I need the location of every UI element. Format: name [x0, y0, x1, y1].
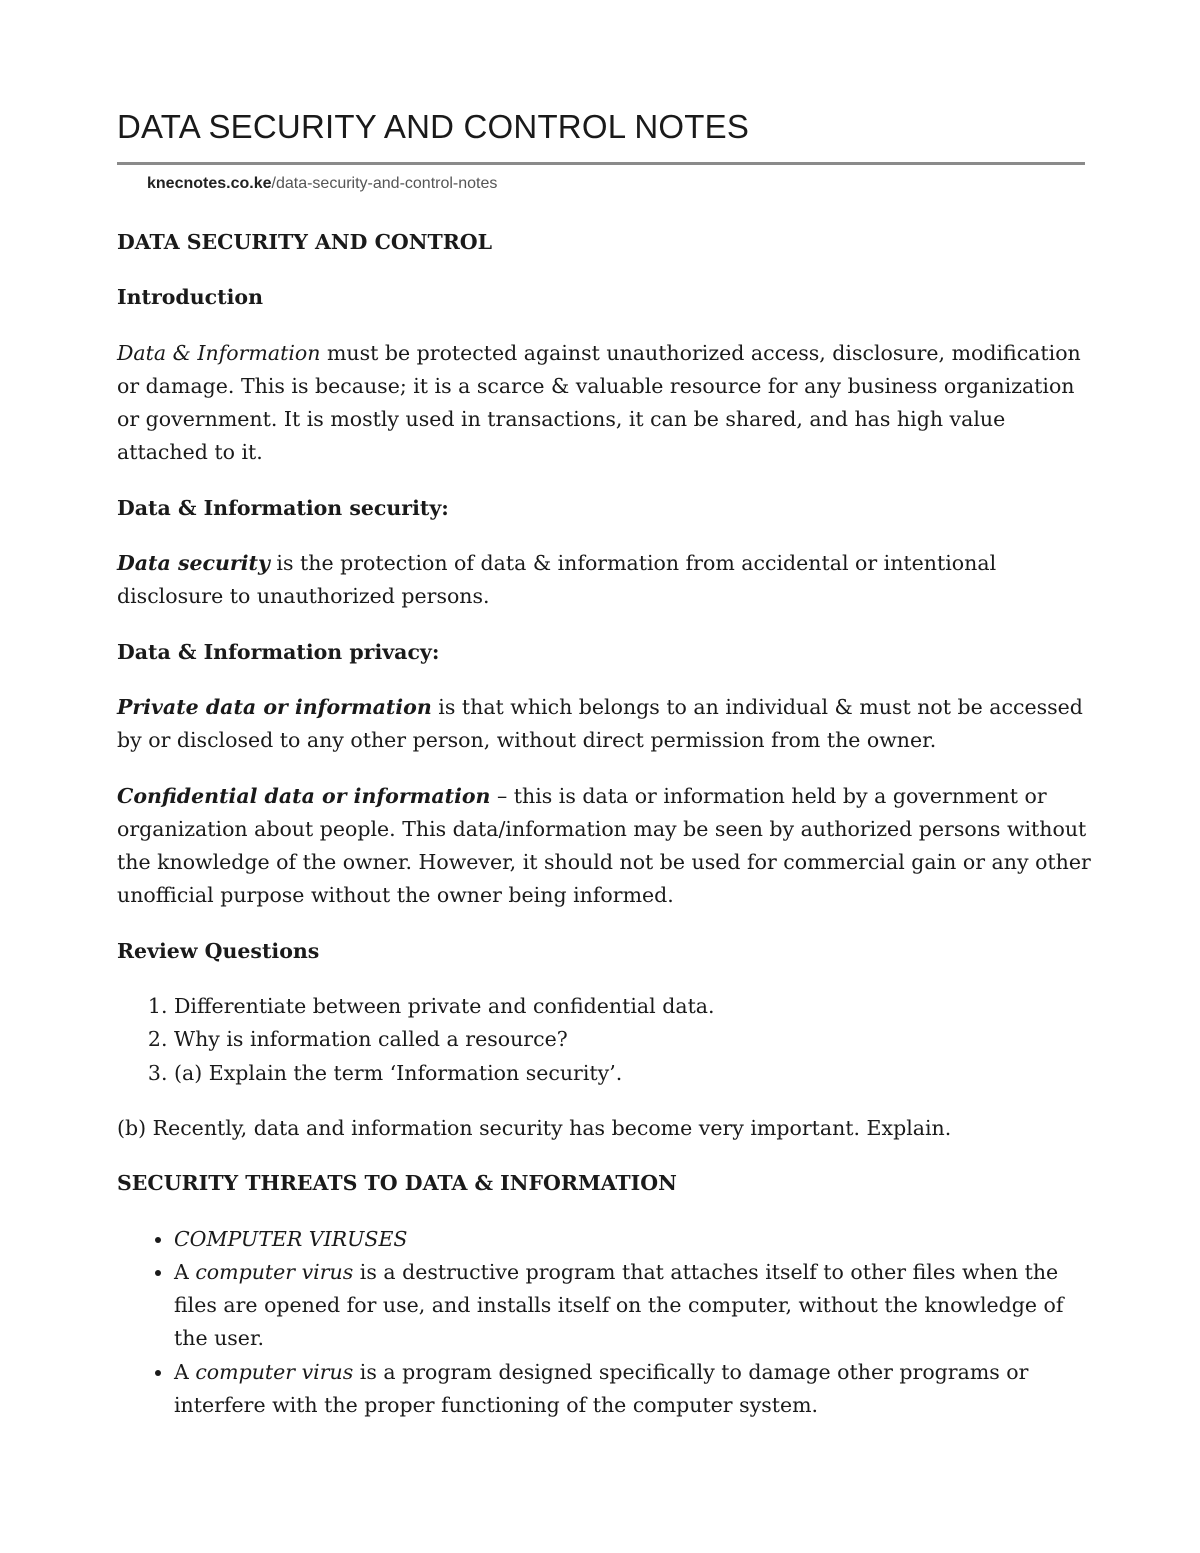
- privacy-heading: Data & Information privacy:: [117, 639, 440, 664]
- bullet-text: is a program designed specifically to damage other programs or interfere with the proper functioning of the computer system.: [174, 1359, 1029, 1418]
- main-heading: DATA SECURITY AND CONTROL: [117, 230, 493, 254]
- security-paragraph: [117, 547, 1092, 614]
- security-heading: Data & Information security:: [117, 495, 449, 520]
- document-body: [117, 226, 1092, 1422]
- source-url[interactable]: [147, 175, 497, 193]
- bullet-text: is a destructive program that attaches itself to other files when the files are opened for use, and installs itself on the computer, without the knowledge of the user.: [174, 1259, 1064, 1351]
- computer-virus-term: computer virus: [195, 1259, 354, 1284]
- title-divider: [117, 162, 1085, 165]
- source-domain: knecnotes.co.ke: [147, 175, 272, 192]
- threat-bullet: [174, 1256, 1092, 1356]
- document-title: DATA SECURITY AND CONTROL NOTES: [117, 108, 750, 145]
- private-data-term: Private data or information: [117, 694, 432, 719]
- review-question: 2. Why is information called a resource?: [174, 1023, 1092, 1056]
- review-followup: (b) Recently, data and information security has become very important. Explain.: [117, 1115, 952, 1140]
- introduction-heading: Introduction: [117, 285, 263, 310]
- review-questions-list: [117, 990, 1092, 1090]
- threat-bullet: [174, 1356, 1092, 1423]
- threats-heading: SECURITY THREATS TO DATA & INFORMATION: [117, 1171, 677, 1196]
- review-question: 1. Differentiate between private and confidential data.: [174, 990, 1092, 1023]
- review-question: 3. (a) Explain the term ‘Information security’.: [174, 1057, 1092, 1090]
- source-path: /data-security-and-control-notes: [271, 175, 498, 192]
- review-questions-heading: Review Questions: [117, 938, 320, 963]
- security-text: is the protection of data & information from accidental or intentional disclosure to unauthorized persons.: [117, 551, 997, 609]
- confidential-data-term: Confidential data or information: [117, 783, 491, 808]
- introduction-text: must be protected against unauthorized access, disclosure, modification or damage. This is because; it is a scarce & valuable resource for any business organization or government. It is mostly used in transactions, it can be shared, and has high value attached to it.: [117, 340, 1081, 465]
- private-data-text: is that which belongs to an individual & must not be accessed by or disclosed to any other person, without direct permission from the owner.: [117, 694, 1083, 753]
- introduction-paragraph: [117, 337, 1092, 470]
- confidential-data-text: – this is data or information held by a government or organization about people. This data/information may be seen by authorized persons without the knowledge of the owner. However, it should not be used for commercial gain or any other unofficial purpose without the owner being informed.: [117, 783, 1091, 908]
- computer-virus-term: computer virus: [195, 1359, 354, 1384]
- security-term: Data security: [117, 551, 270, 576]
- confidential-data-paragraph: [117, 780, 1092, 913]
- computer-viruses-label: COMPUTER VIRUSES: [174, 1226, 408, 1251]
- private-data-paragraph: [117, 691, 1092, 758]
- introduction-term: Data & Information: [117, 340, 321, 365]
- threat-bullet: [174, 1223, 1092, 1256]
- bullet-prefix: A: [174, 1259, 196, 1284]
- bullet-prefix: A: [174, 1359, 196, 1384]
- threats-list: [117, 1223, 1092, 1423]
